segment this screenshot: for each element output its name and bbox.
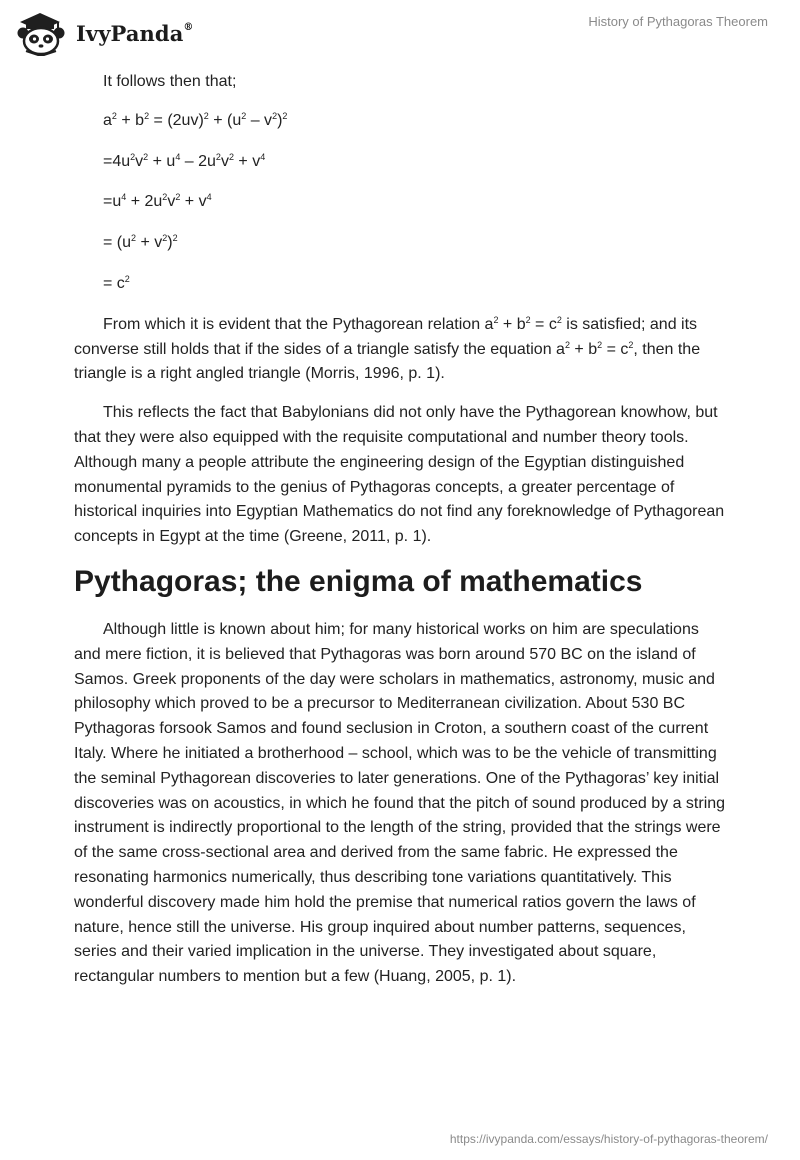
essay-content — [74, 70, 726, 1004]
source-url[interactable]: https://ivypanda.com/essays/history-of-pythagoras-theorem/ — [449, 1132, 768, 1146]
equation-line: = $c^2$ — [103, 273, 130, 292]
brand-logo[interactable] — [14, 8, 194, 58]
intro-paragraph: It follows then that; — [103, 73, 237, 90]
equation-line: $a^2 + b^2 = (2uv)^2 + (u^2 - v^2)^2$ — [103, 110, 288, 129]
document-title: History of Pythagoras Theorem — [588, 14, 768, 29]
paragraph-pythagorean-relation: From which it is evident that the Pythagorean relation $a^2 + b^2 = c^2$ is satisfied; and its converse still holds that if the sides of a triangle satisfy the equation $a^2 + b^2 = c^2$, then the triangle is a right angled triangle (Morris, 1996, p. 1). — [74, 314, 701, 383]
equation-line: $=4u^2v^2 + u^4 - 2u^2v^2 + v^4$ — [103, 151, 266, 170]
brand-name: IvyPanda® — [76, 20, 194, 46]
paragraph-babylonians: This reflects the fact that Babylonians did not only have the Pythagorean knowhow, but that they were also equipped with the requisite computational and number theory tools. Although many a people attribute the engineering design of the Egyptian distinguished monumental pyramids to the genius of Pythagoras concepts, a greater percentage of historical inquiries into Egyptian Mathematics do not find any foreknowledge of Pythagorean concepts in Egypt at the time (Greene, 2011, p. 1). — [74, 404, 725, 546]
equation-line: = $(u^2 + v^2)^2$ — [103, 233, 178, 252]
section-heading: Pythagoras; the enigma of mathematics — [74, 564, 643, 598]
panda-graduate-icon — [14, 10, 72, 56]
paragraph-pythagoras-biography: Although little is known about him; for many historical works on him are speculations and mere fiction, it is believed that Pythagoras was born around 570 BC on the island of Samos. Greek proponents of the day were scholars in mathematics, astronomy, music and philosophy which proved to be a precursor to Mediterranean civilization. About 530 BC Pythagoras forsook Samos and found seclusion in Croton, a southern coast of the current Italy. Where he initiated a brotherhood – school, which was to be the vehicle of transmitting the seminal Pythagorean discoveries to later generations. One of the Pythagoras’ key initial discoveries was on acoustics, in which he found that the pitch of sound produced by a string instrument is indirectly proportional to the length of the string, provided that the strings were of the same cross-sectional area and derived from the same fabric. He expressed the resonating harmonics numerically, thus describing tone variations quantitatively. This wonderful discovery made him hold the premise that numerical ratios govern the laws of nature, hence still the universe. His group inquired about number patterns, sequences, series and their varied implication in the universe. They investigated about square, rectangular numbers to mention but a few (Huang, 2005, p. 1). — [74, 620, 726, 986]
page-header — [0, 0, 800, 64]
equation-line: $=u^4 + 2u^2v^2 + v^4$ — [103, 192, 212, 211]
